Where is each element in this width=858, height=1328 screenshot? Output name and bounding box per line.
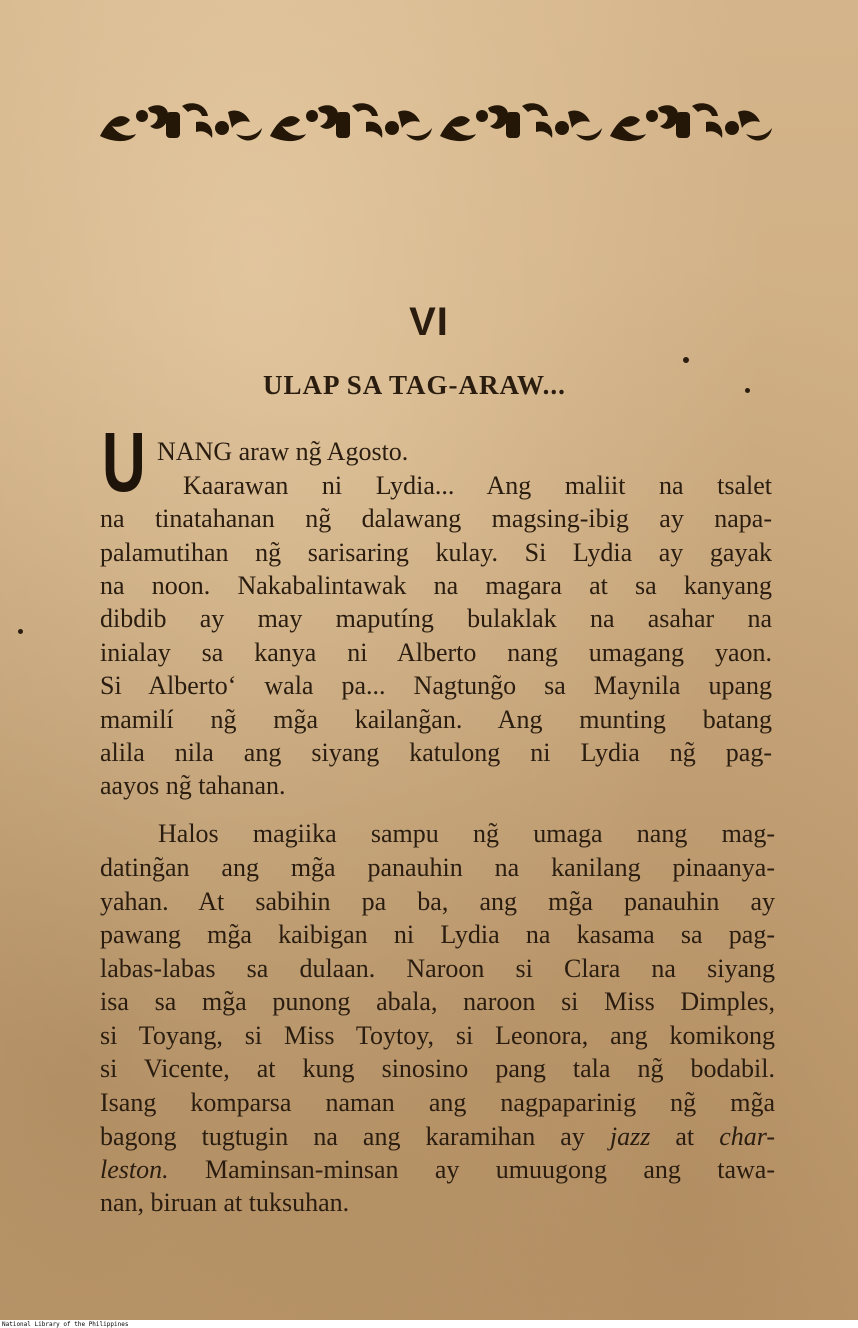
text-line: si Toyang, si Miss Toytoy, si Leonora, ang komikong [100, 1023, 775, 1050]
ink-speck [18, 629, 23, 634]
text-line: na tinatahanan ng̃ dalawang magsing-ibig ay napa- [100, 506, 772, 533]
text-line: si Vicente, at kung sinosino pang tala ng̃ bodabil. [100, 1056, 775, 1083]
text-line [100, 1157, 775, 1187]
text-line: inialay sa kanya ni Alberto nang umagang yaon. [100, 640, 772, 667]
text-line: nan, biruan at tuksuhan. [100, 1188, 350, 1217]
text-line: aayos ng̃ tahanan. [100, 771, 286, 800]
italic-word: jazz [609, 1124, 651, 1151]
text-line: palamutihan ng̃ sarisaring kulay. Si Lydia ay gayak [100, 540, 772, 567]
text-line [100, 1124, 775, 1154]
text-line: na noon. Nakabalintawak na magara at sa kanyang [100, 573, 772, 600]
text-run: at [650, 1124, 720, 1151]
chapter-number: VI [409, 300, 449, 344]
text-line: isa sa mg̃a punong abala, naroon si Miss Dimples, [100, 989, 775, 1016]
text-line: labas-labas sa dulaan. Naroon si Clara na siyang [100, 956, 775, 983]
text-line: NANG araw ng̃ Agosto. [157, 437, 409, 466]
ink-speck [683, 357, 689, 363]
ink-speck [745, 388, 750, 393]
text-line: Halos magiika sampu ng̃ umaga nang mag- [158, 821, 775, 848]
text-line: Si Alberto‘ wala pa... Nagtung̃o sa Maynila upang [100, 673, 772, 700]
text-line: Isang komparsa naman ang nagpaparinig ng̃ mg̃a [100, 1090, 775, 1117]
text-run: Maminsan-minsan ay umuugong ang tawa- [168, 1157, 775, 1184]
source-footer: National Library of the Philippines [2, 1321, 129, 1328]
text-line: yahan. At sabihin pa ba, ang mg̃a panauhin ay [100, 889, 775, 916]
text-line: pawang mg̃a kaibigan ni Lydia na kasama sa pag- [100, 922, 775, 949]
text-line: Kaarawan ni Lydia... Ang maliit na tsalet [183, 473, 772, 500]
text-run: bagong tugtugin na ang karamihan ay [100, 1124, 610, 1151]
chapter-title: ULAP SA TAG-ARAW... [263, 370, 566, 400]
italic-word: leston. [100, 1157, 169, 1184]
text-line: alila nila ang siyang katulong ni Lydia ng̃ pag- [100, 740, 772, 767]
text-line: mamilí ng̃ mg̃a kailang̃an. Ang munting batang [100, 707, 772, 734]
italic-word: char- [719, 1124, 775, 1151]
text-line: dibdib ay may maputíng bulaklak na asahar na [100, 606, 772, 633]
floral-border-ornament-icon [96, 98, 776, 150]
text-line: dating̃an ang mg̃a panauhin na kanilang pinaanya- [100, 855, 775, 882]
drop-cap: U [102, 415, 146, 509]
